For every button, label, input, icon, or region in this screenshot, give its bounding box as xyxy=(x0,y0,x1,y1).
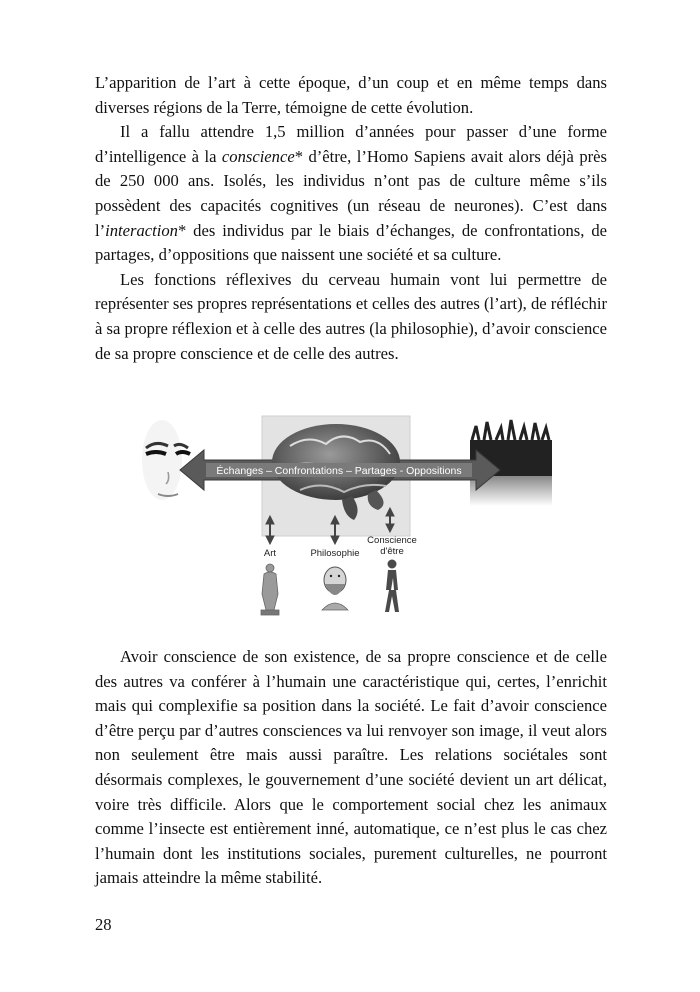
text-run: L’apparition de l’art à cette époque, d’un coup et en même temps dans diverses régions de la Terre, témoigne de cette évolution. xyxy=(95,73,607,117)
text-run: Les fonctions réflexives du cerveau humain vont lui permettre de représenter ses propres représentations et celles des autres (l’art), de réfléchir à sa propre réflexion et à celle des autres (la philosophie), d’avoir conscience de sa propre conscience et de celle des autres. xyxy=(95,269,607,363)
label-conscience: Conscience xyxy=(367,535,417,546)
text-run: * des individus par le biais d’échanges, de confrontations, de partages, d’oppositions que naissent une société et sa culture. xyxy=(95,220,607,265)
top-paragraph-3 xyxy=(95,268,607,366)
brain-interaction-figure xyxy=(140,410,560,620)
top-paragraph-1 xyxy=(95,71,607,120)
label-art: Art xyxy=(263,548,277,559)
text-block-bottom xyxy=(95,645,607,891)
face-image xyxy=(142,420,190,500)
text-run: Avoir conscience de son existence, de sa propre conscience et de celle des autres va conférer à l’humain une caractéristique qui, certes, l’enrichit mais qui complexifie sa position dans la société. Le fait d’avoir conscience d’être perçu par d’autres consciences va lui renvoyer son image, il veut alors non seulement être mais aussi paraître. Les relations sociétales sont désormais complexes, le gouvernement d’une société devient un art délicat, voire très difficile. Alors que le comportement social chez les animaux comme l’insecte est entièrement inné, automatique, ce n’est plus le cas chez l’humain dont les institutions sociales, purement culturelles, ne pourront jamais atteindre la même stabilité. xyxy=(95,647,607,888)
philosopher-bust-image xyxy=(322,567,348,610)
text-block-top xyxy=(95,71,607,366)
italic-term: interaction xyxy=(105,220,178,240)
text-run: * d’être, l’Homo Sapiens avait alors déjà près de 250 000 ans. Isolés, les individus n’ont pas de culture même s’ils possèdent des capacités cognitives (un réseau de neurones). C’est dans l’ xyxy=(95,146,607,240)
italic-term: conscience xyxy=(221,146,295,166)
statue-image xyxy=(261,564,279,615)
bottom-paragraph-1 xyxy=(95,645,607,891)
top-paragraph-2 xyxy=(95,120,607,268)
label-philosophie: Philosophie xyxy=(310,548,360,559)
label-etre: d'être xyxy=(380,546,404,557)
arrow-label: Échanges – Confrontations – Partages - Oppositions xyxy=(216,465,462,477)
text-run: Il a fallu attendre 1,5 million d’années pour passer d’une forme d’intelligence à la xyxy=(95,122,607,166)
page-number: 28 xyxy=(95,915,112,934)
walking-person-image xyxy=(385,560,399,613)
